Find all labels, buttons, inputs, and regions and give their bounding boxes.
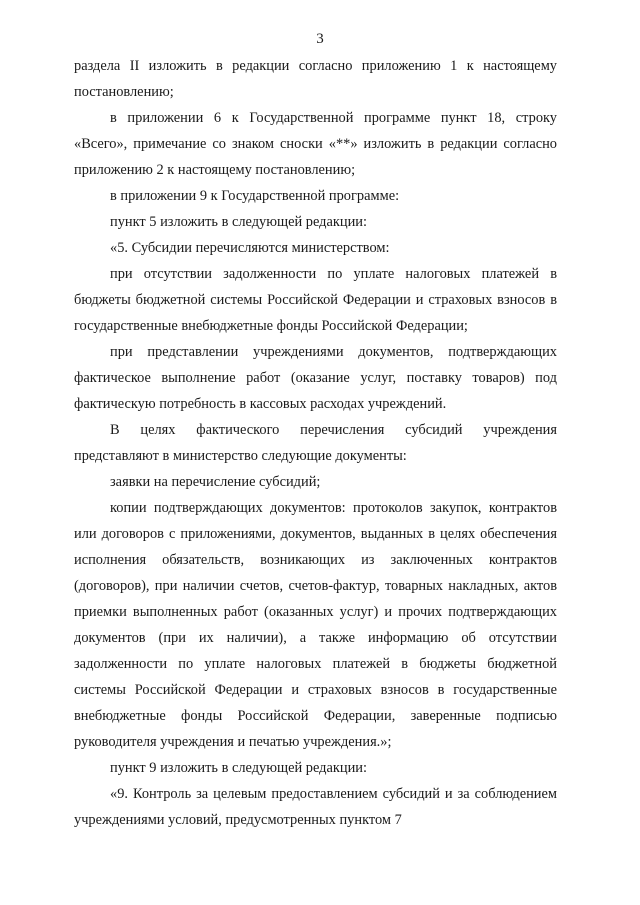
paragraph-point-5-intro: пункт 5 изложить в следующей редакции:: [110, 214, 367, 230]
paragraph-applications: заявки на перечисление субсидий;: [110, 474, 321, 490]
paragraph-section-ii: раздела II изложить в редакции согласно приложению 1 к настоящему постановлению;: [74, 58, 557, 100]
page-number: 3: [316, 31, 324, 47]
paragraph-point-5-subsidies: «5. Субсидии перечисляются министерством:: [110, 240, 390, 256]
paragraph-actual-transfer: В целях фактического перечисления субсидий учреждения представляют в министерство следующие документы:: [74, 422, 557, 464]
paragraph-appendix-6: в приложении 6 к Государственной программе пункт 18, строку «Всего», примечание со знаком сноски «**» изложить в редакции согласно приложению 2 к настоящему постановлению;: [74, 110, 557, 178]
paragraph-no-debt: при отсутствии задолженности по уплате налоговых платежей в бюджеты бюджетной системы Российской Федерации и страховых взносов в государственные внебюджетные фонды Российской Федерации;: [74, 266, 557, 334]
paragraph-appendix-9: в приложении 9 к Государственной программе:: [110, 188, 400, 204]
paragraph-copies: копии подтверждающих документов: протоколов закупок, контрактов или договоров с приложениями, документов, выданных в целях обеспечения исполнения обязательств, возникающих из заключенных контрактов (договоров), при наличии счетов, счетов-фактур, товарных накладных, актов приемки выполненных работ (оказанных услуг) и прочих подтверждающих документов (при их наличии), а также информацию об отсутствии задолженности по уплате налоговых платежей в бюджеты бюджетной системы Российской Федерации и страховых взносов в государственные внебюджетные фонды Российской Федерации, заверенные подписью руководителя учреждения и печатью учреждения.»;: [74, 500, 557, 750]
document-body: [74, 53, 557, 833]
paragraph-documents-confirmation: при представлении учреждениями документов, подтверждающих фактическое выполнение работ (оказание услуг, поставку товаров) под фактическую потребность в кассовых расходах учреждений.: [74, 344, 557, 412]
paragraph-point-9-intro: пункт 9 изложить в следующей редакции:: [110, 760, 367, 776]
paragraph-point-9-control: «9. Контроль за целевым предоставлением субсидий и за соблюдением учреждениями условий, предусмотренных пунктом 7: [74, 786, 557, 828]
